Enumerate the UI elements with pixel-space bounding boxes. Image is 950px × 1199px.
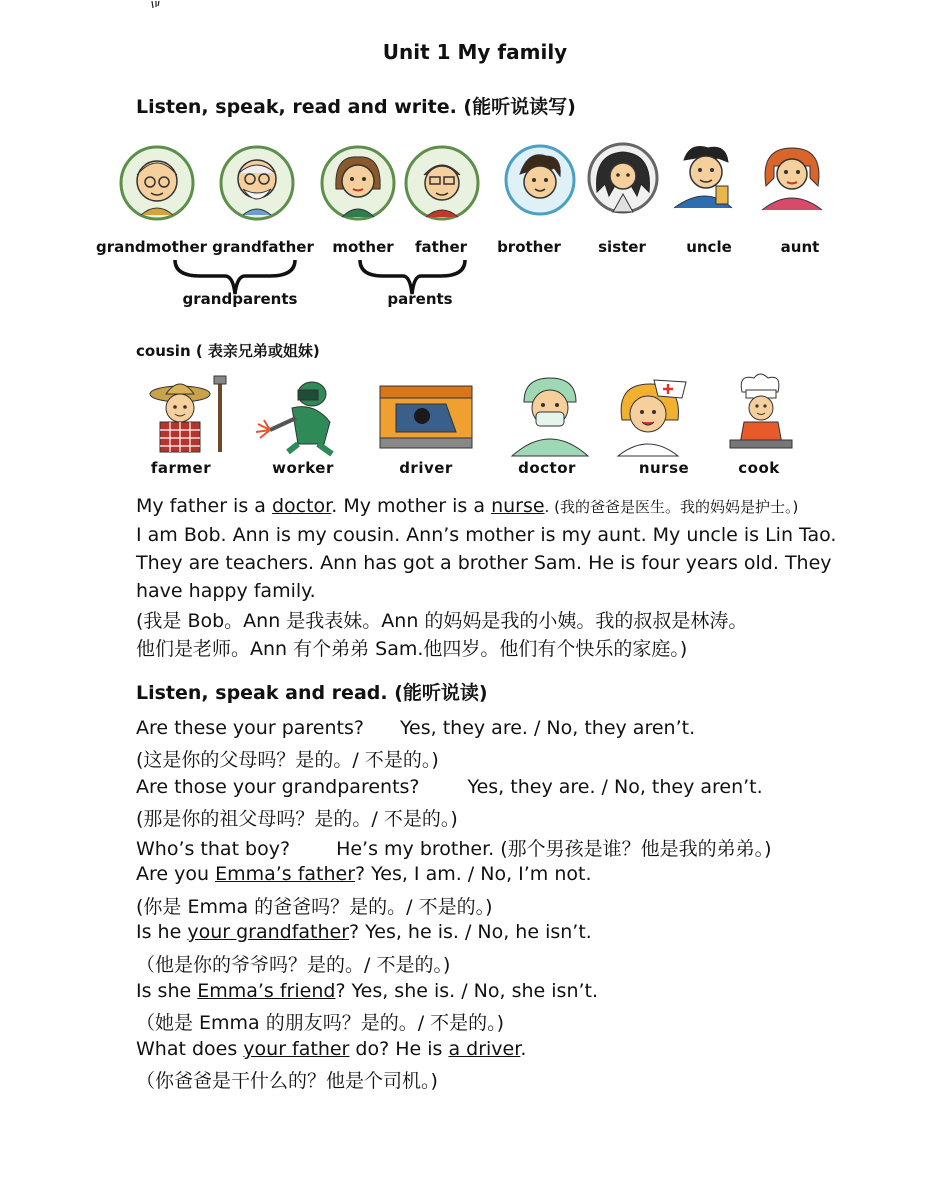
corner-scribble-icon: [150, 0, 164, 12]
label-sister: sister: [598, 238, 646, 256]
label-father: father: [414, 238, 468, 256]
label-mother: mother: [332, 238, 394, 256]
section-heading-read: Listen, speak and read. (能听说读): [136, 682, 488, 704]
label-nurse: nurse: [638, 459, 690, 477]
section-heading-write: Listen, speak, read and write. (能听说读写): [136, 96, 576, 118]
label-uncle: uncle: [686, 238, 732, 256]
cook-icon: [716, 370, 816, 455]
label-grandparents: grandparents: [182, 290, 298, 308]
label-driver: driver: [399, 459, 453, 477]
label-cook: cook: [738, 459, 780, 477]
grandfather-icon: [217, 145, 297, 225]
farmer-icon: [136, 372, 236, 457]
sister-icon: [583, 140, 663, 220]
qa-zh-5: （他是你的爷爷吗？是的。/ 不是的。): [136, 954, 451, 976]
qa-line-5: Is he your grandfather? Yes, he is. / No, he isn’t.: [136, 921, 592, 943]
page-title: Unit 1 My family: [382, 40, 568, 64]
label-doctor: doctor: [518, 459, 576, 477]
brother-icon: [500, 142, 580, 222]
reading-line-3: They are teachers. Ann has got a brother Sam. He is four years old. They: [136, 552, 832, 574]
qa-zh-4: (你是 Emma 的爸爸吗？是的。/ 不是的。): [136, 896, 493, 918]
reading-line-1: My father is a doctor. My mother is a nurse. (我的爸爸是医生。我的妈妈是护士。): [136, 495, 799, 517]
father-icon: [402, 145, 482, 225]
qa-zh-2: (那是你的祖父母吗？是的。/ 不是的。): [136, 808, 458, 830]
aunt-icon: [752, 140, 832, 220]
label-worker: worker: [272, 459, 334, 477]
doctor-icon: [500, 372, 600, 457]
label-grandmother: grandmother: [96, 238, 208, 256]
reading-line-4: have happy family.: [136, 580, 316, 602]
label-brother: brother: [497, 238, 561, 256]
nurse-icon: [602, 372, 702, 457]
label-farmer: farmer: [150, 459, 212, 477]
label-grandfather: grandfather: [212, 238, 314, 256]
uncle-icon: [668, 140, 748, 220]
qa-zh-6: （她是 Emma 的朋友吗？是的。/ 不是的。): [136, 1012, 505, 1034]
cousin-label: cousin ( 表亲兄弟或姐妹): [136, 342, 320, 360]
qa-zh-7: （你爸爸是干什么的？他是个司机。): [136, 1070, 438, 1092]
mother-icon: [318, 145, 398, 225]
reading-paragraph: [136, 492, 856, 663]
reading-line-2: I am Bob. Ann is my cousin. Ann’s mother is my aunt. My uncle is Lin Tao.: [136, 524, 837, 546]
qa-line-1: Are these your parents? Yes, they are. / No, they aren’t.: [136, 717, 696, 739]
qa-line-4: Are you Emma’s father? Yes, I am. / No, I’m not.: [136, 863, 592, 885]
qa-line-2: Are those your grandparents? Yes, they are. / No, they aren’t.: [136, 776, 763, 798]
qa-line-3: Who’s that boy? He’s my brother. (那个男孩是谁？他是我的弟弟。): [136, 838, 772, 860]
qa-line-7: What does your father do? He is a driver.: [136, 1038, 527, 1060]
reading-line-5: (我是 Bob。Ann 是我表妹。Ann 的妈妈是我的小姨。我的叔叔是林涛。: [136, 610, 748, 632]
reading-line-6: 他们是老师。Ann 有个弟弟 Sam.他四岁。他们有个快乐的家庭。): [136, 638, 688, 660]
driver-icon: [376, 372, 476, 457]
qa-zh-1: (这是你的父母吗？是的。/ 不是的。): [136, 749, 439, 771]
label-parents: parents: [387, 290, 453, 308]
qa-line-6: Is she Emma’s friend? Yes, she is. / No, she isn’t.: [136, 980, 599, 1002]
label-aunt: aunt: [780, 238, 820, 256]
grandmother-icon: [117, 145, 197, 225]
worker-icon: [252, 372, 352, 457]
